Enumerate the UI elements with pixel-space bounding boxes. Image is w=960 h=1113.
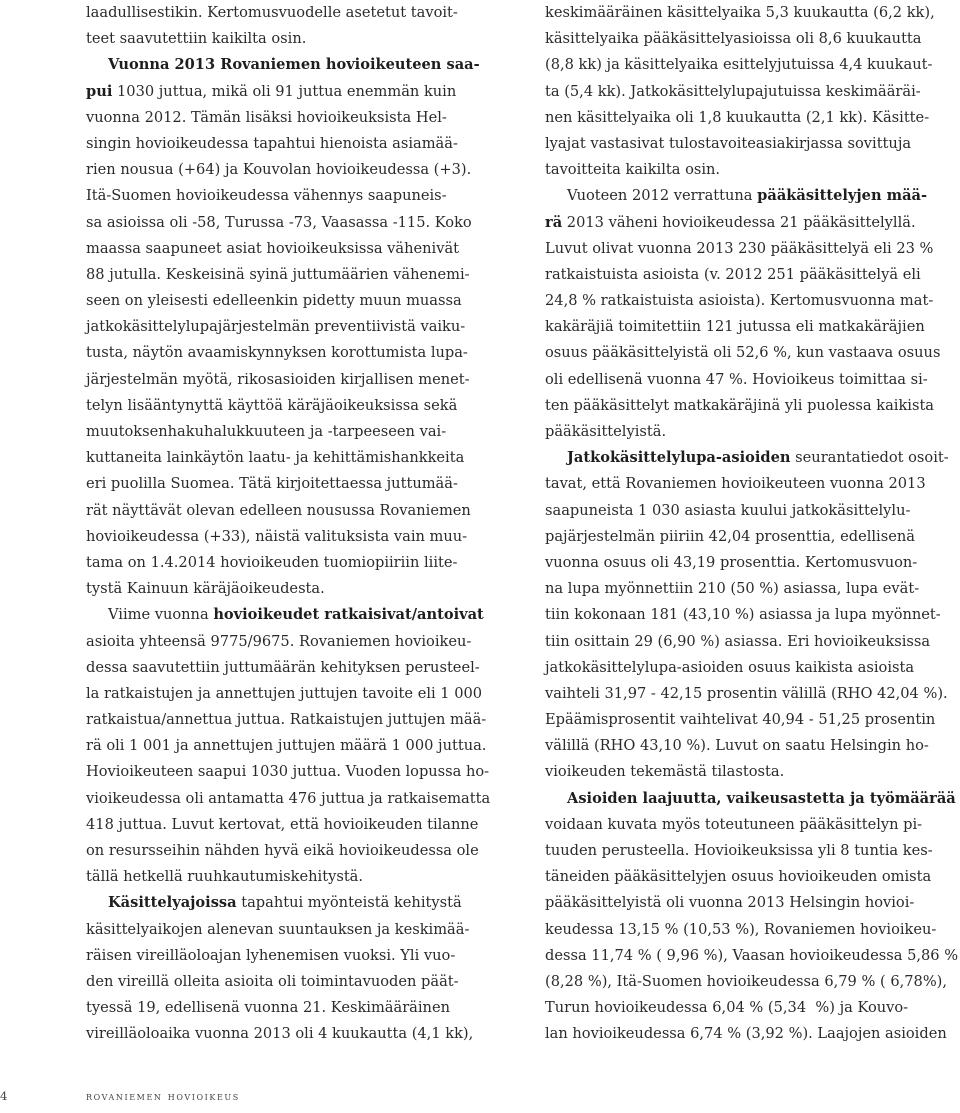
line-lead-text: Vuoteen 2012 verrattuna [567,187,758,205]
text-line [545,995,959,1021]
text-line [86,210,500,236]
text-line [86,629,500,655]
line-text: vireilläoloaika vuonna 2013 oli 4 kuukautta (4,1 kk), [86,1025,474,1043]
text-line [545,79,959,105]
text-line [545,812,959,838]
line-text: Epäämisprosentit vaihtelivat 40,94 - 51,25 prosentin [545,711,936,729]
line-text: muutoksenhakuhalukkuuteen ja -tarpeeseen vai- [86,423,447,440]
bold-heading-text: hovioikeudet ratkaisivat/antoivat [213,606,484,624]
line-text: vuonna 2012. Tämän lisäksi hovioikeuksista Hel- [86,108,447,126]
line-text: voidaan kuvata myös toteutuneen pääkäsittelyn pi- [545,815,923,833]
line-text: kuttaneita lainkäytön laatu- ja kehittämishankkeita [86,449,465,467]
line-text: ta (5,4 kk). Jatkokäsittelylupajutuissa keskimääräi- [545,82,921,100]
text-line [545,393,959,419]
text-line [86,367,500,393]
line-text: tuuden perusteella. Hovioikeuksissa yli 8 tuntia kes- [545,842,933,859]
text-line [86,131,500,157]
line-text: rä oli 1 001 ja annettujen juttujen määrä 1 000 juttua. [86,737,487,755]
text-line [86,419,500,445]
line-text: täneiden pääkäsittelyjen osuus hovioikeuden omista [545,868,932,886]
text-line [545,629,959,655]
bold-heading-text: Asioiden laajuutta, vaikeusastetta ja työmäärää [567,789,956,807]
right-text-column [545,0,959,1048]
line-text: nen käsittelyaika oli 1,8 kuukautta (2,1 kk). Käsitte- [545,108,930,126]
bold-heading-text: Vuonna 2013 Rovaniemen hovioikeuteen saa- [108,56,480,74]
bold-heading-text: rä [545,213,563,231]
text-line [86,759,500,785]
text-line [86,655,500,681]
line-text: välillä (RHO 43,10 %). Luvut on saatu Helsingin ho- [545,737,929,755]
text-line [545,917,959,943]
text-line [545,52,959,78]
line-text: seurantatiedot osoit- [790,449,949,467]
line-lead-text: Viime vuonna [108,606,214,624]
line-text: jatkokäsittelylupa-asioiden osuus kaikista asioista [545,658,915,676]
line-text: tiin kokonaan 181 (43,10 %) asiassa ja lupa myönnet- [545,606,941,624]
line-text: la ratkaistujen ja annettujen juttujen tavoite eli 1 000 [86,684,483,702]
line-text: asioita yhteensä 9775/9675. Rovaniemen hovioikeu- [86,632,472,650]
line-text: vioikeudessa oli antamatta 476 juttua ja ratkaisematta [86,789,491,807]
text-line [86,943,500,969]
text-line [86,183,500,209]
bold-heading-text: Käsittelyajoissa [108,894,237,912]
line-text: tama on 1.4.2014 hovioikeuden tuomiopiiriin liite- [86,553,458,571]
line-text: keudessa 13,15 % (10,53 %), Rovaniemen hovioikeu- [545,920,937,938]
text-line [86,314,500,340]
text-line [545,314,959,340]
line-text: on resursseihin nähden hyvä eikä hovioikeudessa ole [86,842,479,859]
line-text: 1030 juttua, mikä oli 91 juttua enemmän kuin [112,82,457,100]
text-line [86,733,500,759]
line-text: Hovioikeuteen saapui 1030 juttua. Vuoden lopussa ho- [86,763,490,781]
line-text: laadullisestikin. Kertomusvuodelle asetetut tavoit- [86,4,458,21]
text-line [86,288,500,314]
text-line [86,52,500,78]
text-line [545,838,959,864]
text-line [86,471,500,497]
line-text: dessa saavutettiin juttumäärän kehityksen perusteel- [86,658,480,676]
line-text: kakäräjiä toimitettiin 121 jutussa eli matkakäräjien [545,318,925,336]
line-text: (8,28 %), Itä-Suomen hovioikeudessa 6,79 % ( 6,78%), [545,972,948,990]
text-line [86,79,500,105]
text-line [545,1021,959,1047]
line-text: ten pääkäsittelyt matkakäräjinä yli puolessa kaikista [545,396,935,414]
text-line [545,210,959,236]
text-line [545,733,959,759]
line-text: Itä-Suomen hovioikeudessa vähennys saapuneis- [86,187,447,205]
line-text: tyessä 19, edellisenä vuonna 21. Keskimääräinen [86,999,450,1017]
line-text: keskimääräinen käsittelyaika 5,3 kuukautta (6,2 kk), [545,4,935,21]
text-line [86,157,500,183]
line-text: pajärjestelmän piiriin 42,04 prosenttia, edellisenä [545,527,915,545]
bold-heading-text: pui [86,82,113,100]
line-text: rien nousua (+64) ja Kouvolan hovioikeudessa (+3). [86,161,472,179]
line-text: den vireillä olleita asioita oli toimintavuoden päät- [86,972,459,990]
bold-heading-text: pääkäsittelyjen mää- [757,187,928,205]
text-line [545,157,959,183]
line-text: eri puolilla Suomea. Tätä kirjoitettaessa juttumää- [86,475,458,493]
text-line [86,524,500,550]
text-line [86,602,500,628]
line-text: tavat, että Rovaniemen hovioikeuteen vuonna 2013 [545,475,926,493]
text-line [545,340,959,366]
bold-heading-text: Jatkokäsittelylupa-asioiden [567,449,791,467]
text-line [86,26,500,52]
text-line [86,340,500,366]
line-text: jatkokäsittelylupajärjestelmän preventiivistä vaiku- [86,318,466,336]
text-line [545,655,959,681]
line-text: tusta, näytön avaamiskynnyksen korottumista lupa- [86,344,468,362]
text-line [545,131,959,157]
text-line [545,943,959,969]
line-text: tavoitteita kaikilta osin. [545,161,721,179]
text-line [86,995,500,1021]
text-line [86,890,500,916]
text-line [86,864,500,890]
text-line [86,550,500,576]
line-text: tällä hetkellä ruuhkautumiskehitystä. [86,868,364,886]
line-text: Luvut olivat vuonna 2013 230 pääkäsittelyä eli 23 % [545,239,934,257]
line-text: vioikeuden tekemästä tilastosta. [545,763,785,781]
line-text: teet saavutettiin kaikilta osin. [86,30,307,48]
line-text: pääkäsittelyistä oli vuonna 2013 Helsingin hovioi- [545,894,915,912]
line-text: dessa 11,74 % ( 9,96 %), Vaasan hovioikeudessa 5,86 % [545,946,959,964]
text-line [86,969,500,995]
line-text: tiin osittain 29 (6,90 %) asiassa. Eri hovioikeuksissa [545,632,931,650]
line-text: telyn lisääntynyttä käyttöä käräjäoikeuksissa sekä [86,396,458,414]
line-text: saapuneista 1 030 asiasta kuului jatkokäsittelylu- [545,501,911,519]
line-text: 88 jutulla. Keskeisinä syinä juttumäärien vähenemi- [86,265,470,283]
text-line [545,262,959,288]
line-text: oli edellisenä vuonna 47 %. Hovioikeus toimittaa si- [545,370,928,388]
line-text: käsittelyaikojen alenevan suuntauksen ja keskimää- [86,920,470,938]
text-line [545,471,959,497]
line-text: sa asioissa oli -58, Turussa -73, Vaasassa -115. Koko [86,213,472,231]
line-text: rät näyttävät olevan edelleen nousussa Rovaniemen [86,501,471,519]
text-line [86,0,500,26]
text-line [545,498,959,524]
text-line [545,288,959,314]
line-text: singin hovioikeudessa tapahtui hienoista asiamää- [86,134,458,152]
text-line [86,838,500,864]
page-number: 4 [0,1089,9,1103]
line-text: Turun hovioikeudessa 6,04 % (5,34 %) ja Kouvo- [545,999,909,1017]
line-text: (8,8 kk) ja käsittelyaika esittelyjutuissa 4,4 kuukaut- [545,56,933,74]
line-text: na lupa myönnettiin 210 (50 %) asiassa, lupa evät- [545,580,920,598]
text-line [86,393,500,419]
line-text: osuus pääkäsittelyistä oli 52,6 %, kun vastaava osuus [545,344,941,362]
line-text: ratkaistua/annettua juttua. Ratkaistujen juttujen mää- [86,711,487,729]
text-line [545,524,959,550]
left-text-column [86,0,500,1048]
text-line [545,26,959,52]
text-line [545,419,959,445]
line-text: ratkaistuista asioista (v. 2012 251 pääkäsittelyä eli [545,265,921,283]
text-line [86,236,500,262]
text-line [86,917,500,943]
text-line [545,236,959,262]
text-line [545,550,959,576]
text-line [545,786,959,812]
line-text: räisen vireilläoloajan lyhenemisen vuoksi. Yli vuo- [86,946,456,964]
line-text: 2013 väheni hovioikeudessa 21 pääkäsittelyllä. [562,213,916,231]
text-line [86,105,500,131]
line-text: vuonna osuus oli 43,19 prosenttia. Kertomusvuon- [545,553,918,571]
text-line [545,576,959,602]
text-line [86,707,500,733]
line-text: 418 juttua. Luvut kertovat, että hovioikeuden tilanne [86,815,479,833]
text-line [545,890,959,916]
line-text: vaihteli 31,97 - 42,15 prosentin välillä (RHO 42,04 %). [545,684,948,702]
text-line [545,445,959,471]
page-footer [0,1089,960,1109]
text-line [545,105,959,131]
text-line [86,262,500,288]
line-text: järjestelmän myötä, rikosasioiden kirjallisen menet- [86,370,470,388]
line-text: lyajat vastasivat tulostavoiteasiakirjassa sovittuja [545,134,912,152]
text-line [545,759,959,785]
line-text: 24,8 % ratkaistuista asioista). Kertomusvuonna mat- [545,292,934,310]
line-text: maassa saapuneet asiat hovioikeuksissa vähenivät [86,239,460,257]
text-line [86,576,500,602]
line-text: tapahtui myönteistä kehitystä [236,894,462,912]
line-text: hovioikeudessa (+33), näistä valituksista vain muu- [86,527,468,545]
line-text: käsittelyaika pääkäsittelyasioissa oli 8,6 kuukautta [545,30,922,48]
text-line [545,183,959,209]
text-line [86,812,500,838]
text-line [86,681,500,707]
line-text: seen on yleisesti edelleenkin pidetty muun muassa [86,292,462,310]
text-line [86,498,500,524]
publication-name: rovaniemen hovioikeus [86,1089,240,1103]
text-line [545,681,959,707]
text-line [545,367,959,393]
text-line [545,0,959,26]
text-line [545,707,959,733]
text-line [545,864,959,890]
text-line [86,786,500,812]
line-text: pääkäsittelyistä. [545,423,667,440]
text-line [545,969,959,995]
line-text: lan hovioikeudessa 6,74 % (3,92 %). Laajojen asioiden [545,1025,947,1043]
text-line [86,445,500,471]
line-text: tystä Kainuun käräjäoikeudesta. [86,580,325,598]
text-line [86,1021,500,1047]
text-line [545,602,959,628]
